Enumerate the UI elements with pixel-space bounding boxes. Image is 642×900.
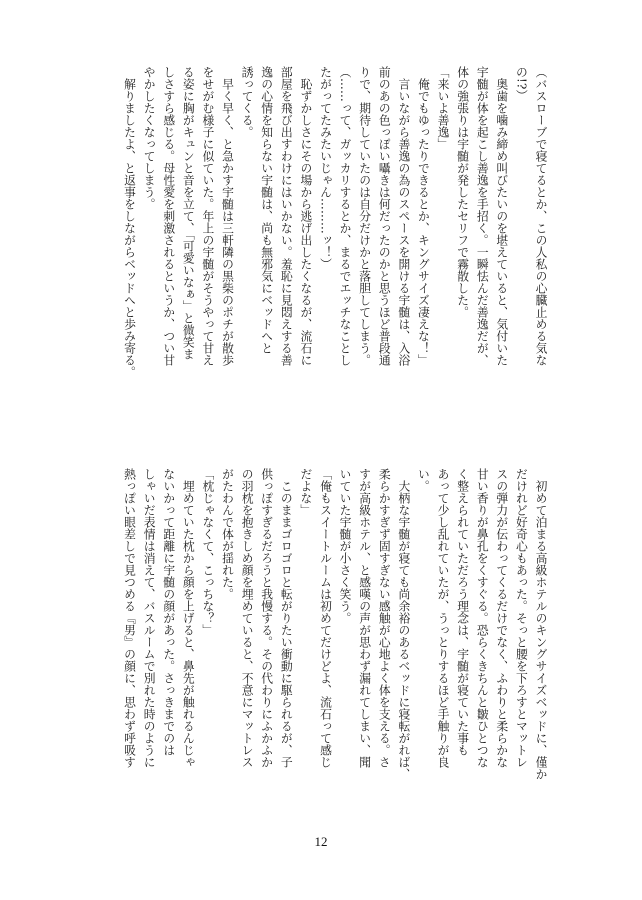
text-line: 初めて泊まる高級ホテルのキングサイズベッドに、僅か <box>534 468 548 780</box>
text-line: いていた宇髄が小さく笑う。 <box>338 468 353 624</box>
text-line: 埋めていた枕から顔を上げると、鼻先が触れるんじゃ <box>181 468 196 768</box>
text-line: 「枕じゃなくて、こっちな？」 <box>200 468 215 636</box>
text-line: 甘い香りが鼻孔をくすぐる。恐らくきちんと皺ひとつな <box>475 468 490 768</box>
text-line: 逸の心情を知らない宇髄は、尚も無邪気にベッドへと <box>259 66 274 354</box>
text-line: の羽枕を抱きしめ顔を埋めていると、不意にマットレス <box>240 468 255 768</box>
text-line: だけれど好奇心もあった。そっと腰を下ろすとマットレ <box>514 468 529 768</box>
text-line: だよな」 <box>298 468 313 516</box>
text-line: あって少し乱れていたが、うっとりするほど手触りが良 <box>436 468 451 768</box>
text-line: 解りましたよ、と返事をしながらベッドへと歩み寄る。 <box>122 66 137 378</box>
text-line: ないかって距離に宇髄の顔があった。さっきまでのは <box>161 468 176 756</box>
text-line: やかしたくなってしまう。 <box>142 66 157 210</box>
text-line: く整えられていただろう理念は、宇髄が寝ていた事も <box>455 468 470 756</box>
text-line: （バスローブで寝てるとか、この人私の心臓止める気な <box>534 66 548 366</box>
text-line: 「俺もスイートルームは初めてだけどよ、流石って感じ <box>318 468 333 768</box>
text-line: すが高級ホテル、と感嘆の声が思わず漏れてしまい、聞 <box>357 468 372 768</box>
bottom-text-block <box>92 468 550 828</box>
text-line: 部屋を飛び出すわけにはいかない。羞恥に見悶えする善 <box>279 66 294 366</box>
text-line: がたわんで体が揺れた。 <box>220 468 235 600</box>
text-line: このままゴロゴロと転がりたい衝動に駆られるが、子 <box>279 468 294 768</box>
text-line: 早く早く、と急かす宇髄は三軒隣の黒柴のポチが散歩 <box>220 66 235 366</box>
text-line: 言いながら善逸の為のスペースを開ける宇髄は、入浴 <box>396 66 411 366</box>
text-line: 体の強張りは宇髄が発したセリフで霧散した。 <box>455 66 470 318</box>
text-line: 誘ってくる。 <box>240 66 255 138</box>
text-line: 大柄な宇髄が寝ても尚余裕のあるベッドに寝転がれば、 <box>396 468 411 780</box>
text-line: りで、期待していたのは自分だけかと落胆してしまう。 <box>357 66 372 366</box>
text-line: 宇髄が体を起こし善逸を手招く。一瞬怯んだ善逸だが、 <box>475 66 490 366</box>
text-line: 俺でもゆったりできるとか、キングサイズ凄えな！」 <box>416 66 431 366</box>
text-line: 熱っぽい眼差しで見つめる『男』の顔に、思わず呼吸す <box>122 468 137 768</box>
text-line: 奥歯を噛み締め叫びたいのを堪えていると、気付いた <box>494 66 509 366</box>
text-line: 柔らかすぎず固すぎない感触が心地よく体を支える。さ <box>377 468 392 768</box>
text-line: の!?） <box>514 66 529 102</box>
text-line: 「来いよ善逸」 <box>436 66 451 150</box>
top-text-block <box>92 66 550 430</box>
text-line: る姿に胸がキュンと音を立て、「可愛いなぁ」と微笑ま <box>181 66 196 361</box>
text-line: スの弾力が伝わってくるだけでなく、ふわりと柔らかな <box>494 468 509 768</box>
text-line: （……って、ガッカリするとか、まるでエッチなことし <box>338 66 353 366</box>
text-line: をせがむ様子に似ていた。年上の宇髄がそうやって甘え <box>200 66 215 366</box>
text-line: たがってたみたいじゃん………ッ！） <box>318 66 333 270</box>
text-line: 前のあの色っぽい囁きは何だったのかと思うほど普段通 <box>377 66 392 366</box>
page-number: 12 <box>314 834 328 849</box>
text-line: しさすら感じる。母性愛を刺激されるというか、つい甘 <box>161 66 176 366</box>
text-line: しゃいだ表情は消えて、バスルームで別れた時のように <box>142 468 157 768</box>
text-line: い。 <box>416 468 431 492</box>
text-line: 供っぽすぎるだろうと我慢する。その代わりにふかふか <box>259 468 274 768</box>
text-line: 恥ずかしさにその場から逃げ出したくなるが、流石に <box>298 66 313 366</box>
